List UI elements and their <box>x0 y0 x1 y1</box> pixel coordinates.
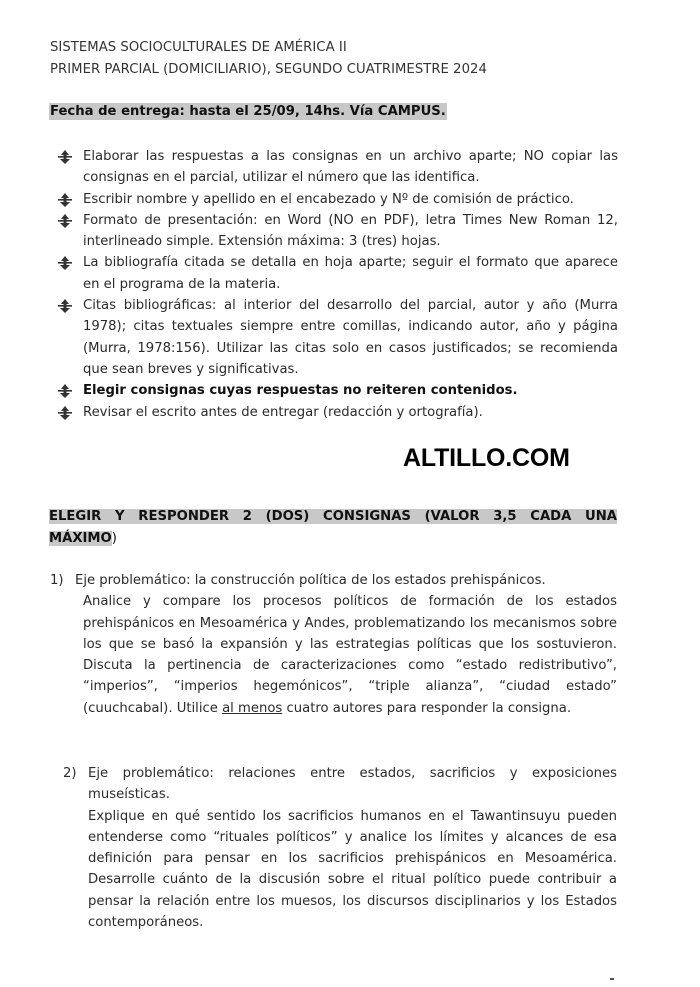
arrow-bullet-icon <box>58 150 72 164</box>
question-body <box>50 591 617 719</box>
instruction-item <box>58 146 618 189</box>
section-heading-close: ) <box>111 530 117 546</box>
question-1 <box>50 570 617 719</box>
instruction-item <box>58 252 618 295</box>
course-title: SISTEMAS SOCIOCULTURALES DE AMÉRICA II <box>50 40 347 55</box>
instructions-list <box>58 146 618 423</box>
instruction-text: Formato de presentación: en Word (NO en PDF), letra Times New Roman 12, interlineado simple. Extensión máxima: 3 (tres) hojas. <box>83 212 618 250</box>
question-body-emphasis: al menos <box>222 700 283 716</box>
question-number: 2) <box>63 766 77 781</box>
page-mark <box>610 978 614 980</box>
arrow-bullet-icon <box>58 256 72 270</box>
instruction-item <box>58 402 618 423</box>
question-body-text: Analice y compare los procesos políticos de formación de los estados prehispánicos en Mesoamérica y Andes, problematizando los mecanismos sobre los que se basó la expansión y las estrategias políticas que los sostuvieron. Discuta la pertinencia de caracterizaciones como “estado redistributivo”, “imperios”, “imperios hegemónicos”, “triple alianza”, “ciudad estado” (cuuchcabal). Utilice <box>83 594 617 716</box>
instruction-item <box>58 210 618 253</box>
question-2 <box>63 763 617 933</box>
arrow-bullet-icon <box>58 193 72 207</box>
section-heading <box>49 506 617 549</box>
instruction-text: Elaborar las respuestas a las consignas en un archivo aparte; NO copiar las consignas en el parcial, utilizar el número que las identifica. <box>83 149 618 186</box>
instruction-text: Elegir consignas cuyas respuestas no reiteren contenidos. <box>83 383 518 399</box>
question-number: 1) <box>50 573 64 588</box>
question-body-text: cuatro autores para responder la consigna. <box>286 700 572 716</box>
instruction-item <box>58 295 618 380</box>
arrow-bullet-icon <box>58 299 72 313</box>
instruction-item <box>58 189 618 210</box>
instruction-text: La bibliografía citada se detalla en hoja aparte; seguir el formato que aparece en el programa de la materia. <box>83 255 618 292</box>
instruction-text: Revisar el escrito antes de entregar (redacción y ortografía). <box>83 404 483 420</box>
arrow-bullet-icon <box>58 214 72 228</box>
altillo-watermark: ALTILLO.COM <box>403 444 570 472</box>
instruction-item <box>58 380 618 401</box>
section-heading-line1: ELEGIR Y RESPONDER 2 (DOS) CONSIGNAS (VALOR 3,5 CADA UNA <box>49 509 617 524</box>
section-heading-line2: MÁXIMO <box>49 530 112 546</box>
question-axis: Eje problemático: la construcción política de los estados prehispánicos. <box>75 573 546 588</box>
deadline-banner: Fecha de entrega: hasta el 25/09, 14hs. Vía CAMPUS. <box>50 104 446 119</box>
arrow-bullet-icon <box>58 406 72 420</box>
exam-subtitle: PRIMER PARCIAL (DOMICILIARIO), SEGUNDO CUATRIMESTRE 2024 <box>50 62 487 77</box>
instruction-text: Citas bibliográficas: al interior del desarrollo del parcial, autor y año (Murra 1978); citas textuales siempre entre comillas, indicando autor, año y página (Murra, 1978:156). Utilizar las citas solo en casos justificados; se recomienda que sean breves y significativas. <box>83 298 618 377</box>
instruction-text: Escribir nombre y apellido en el encabezado y Nº de comisión de práctico. <box>83 191 574 207</box>
arrow-bullet-icon <box>58 384 72 398</box>
question-body: Explique en qué sentido los sacrificios humanos en el Tawantinsuyu pueden entenderse como “rituales políticos” y analice los límites y alcances de esa definición para pensar en los sacrificios prehispánicos en Mesoamérica. Desarrolle cuánto de la discusión sobre el ritual político puede contribuir a pensar la relación entre los muesos, los discursos disciplinarios y los Estados contemporáneos. <box>88 808 617 931</box>
question-axis: Eje problemático: relaciones entre estados, sacrificios y exposiciones museísticas. <box>88 766 617 803</box>
